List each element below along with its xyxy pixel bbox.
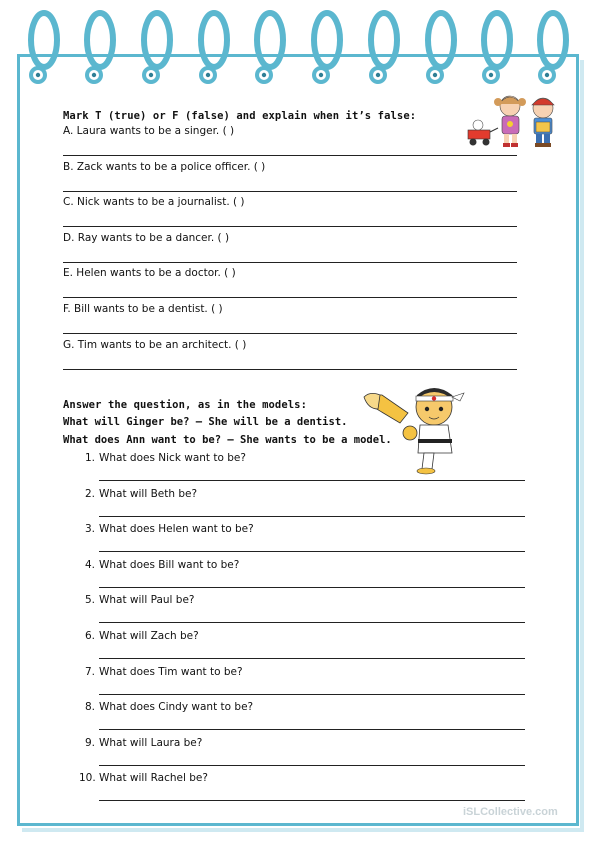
- question-text: What does Cindy want to be?: [99, 701, 254, 714]
- question-text: What does Nick want to be?: [99, 452, 246, 464]
- answer-line[interactable]: [99, 800, 525, 801]
- watermark: iSLCollective.com: [463, 806, 558, 818]
- answer-line[interactable]: [63, 191, 517, 192]
- true-false-item: D. Ray wants to be a dancer. ( ): [63, 231, 230, 244]
- answer-line[interactable]: [99, 694, 525, 695]
- answer-line[interactable]: [63, 297, 517, 298]
- question-number: 4.: [84, 558, 95, 571]
- question-text: What will Laura be?: [99, 736, 203, 749]
- spiral-ring: [144, 13, 170, 82]
- model-sentence-2: What does Ann want to be? – She wants to be a model.: [63, 434, 392, 446]
- answer-line[interactable]: [99, 587, 525, 588]
- answer-line[interactable]: [99, 765, 525, 766]
- question-number: 1.: [84, 452, 95, 464]
- part1-title: Mark T (true) or F (false) and explain when it’s false:: [63, 110, 417, 122]
- answer-line[interactable]: [99, 516, 525, 517]
- question-text: What will Zach be?: [99, 630, 199, 642]
- spiral-ring: [257, 13, 283, 82]
- answer-line[interactable]: [99, 622, 525, 623]
- true-false-item: G. Tim wants to be an architect. ( ): [63, 338, 247, 351]
- question-text: What does Bill want to be?: [99, 558, 240, 571]
- answer-line[interactable]: [99, 729, 525, 730]
- answer-line[interactable]: [99, 551, 525, 552]
- true-false-item: F. Bill wants to be a dentist. ( ): [63, 303, 223, 315]
- kids-illustration: [466, 92, 566, 154]
- spiral-ring: [484, 13, 510, 82]
- answer-line[interactable]: [63, 155, 517, 156]
- answer-line[interactable]: [63, 262, 517, 263]
- answer-line[interactable]: [63, 369, 517, 370]
- model-sentence-1: What will Ginger be? – She will be a dentist.: [63, 416, 348, 428]
- question-number: 2.: [84, 487, 95, 500]
- answer-line[interactable]: [63, 226, 517, 227]
- question-text: What does Tim want to be?: [99, 665, 243, 678]
- question-number: 5.: [84, 594, 95, 607]
- question-number: 6.: [84, 630, 95, 642]
- spiral-rings: [0, 0, 601, 100]
- true-false-item: E. Helen wants to be a doctor. ( ): [63, 267, 236, 280]
- question-number: 9.: [84, 736, 95, 749]
- part2-title: Answer the question, as in the models:: [63, 399, 308, 411]
- spiral-ring: [314, 13, 340, 82]
- true-false-item: B. Zack wants to be a police officer. ( ): [63, 160, 266, 173]
- question-number: 10.: [79, 772, 96, 785]
- spiral-ring: [201, 13, 227, 82]
- true-false-item: C. Nick wants to be a journalist. ( ): [63, 196, 245, 209]
- question-number: 7.: [84, 665, 95, 678]
- spiral-ring: [540, 13, 566, 82]
- answer-line[interactable]: [63, 333, 517, 334]
- question-number: 3.: [84, 523, 95, 536]
- question-text: What does Helen want to be?: [99, 523, 254, 536]
- question-number: 8.: [84, 701, 95, 714]
- answer-line[interactable]: [99, 658, 525, 659]
- spiral-ring: [87, 13, 113, 82]
- spiral-ring: [31, 13, 57, 82]
- question-text: What will Paul be?: [99, 594, 195, 607]
- question-text: What will Beth be?: [99, 487, 198, 500]
- karate-boy-illustration: [360, 383, 480, 475]
- spiral-ring: [371, 13, 397, 82]
- answer-line[interactable]: [99, 480, 525, 481]
- question-text: What will Rachel be?: [99, 772, 208, 785]
- spiral-ring: [428, 13, 454, 82]
- true-false-item: A. Laura wants to be a singer. ( ): [63, 125, 235, 137]
